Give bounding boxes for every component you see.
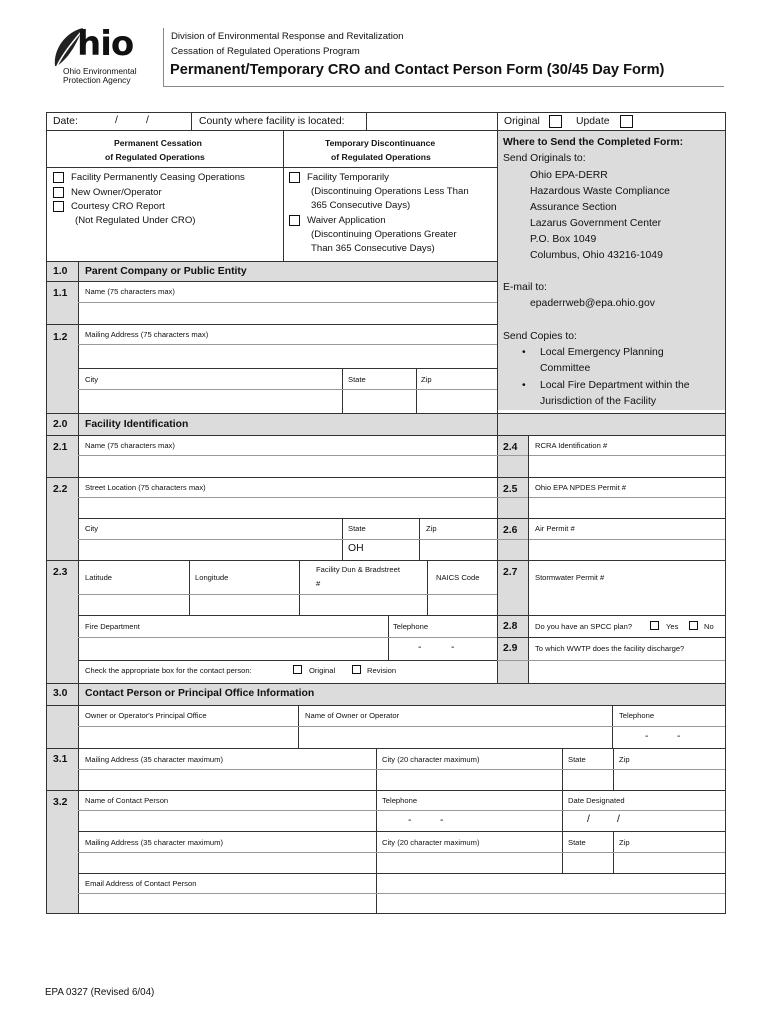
owner-zip-label: Zip xyxy=(619,755,630,764)
copy-recipient-1b: Committee xyxy=(540,363,591,374)
sec2-1-number: 2.1 xyxy=(53,442,68,453)
contact-state-field[interactable] xyxy=(563,853,612,872)
npdes-field[interactable] xyxy=(529,498,724,518)
logo-subtitle-1: Ohio Environmental xyxy=(63,66,137,76)
contact-email-label: Email Address of Contact Person xyxy=(85,879,197,888)
parent-mailing-label: Mailing Address (75 characters max) xyxy=(85,330,209,339)
logo-word: hio xyxy=(77,24,134,64)
temporary-heading-2: of Regulated Operations xyxy=(331,152,431,162)
new-owner-label: New Owner/Operator xyxy=(71,187,162,198)
contact-phone-dash-1: - xyxy=(408,815,412,826)
owner-telephone-label: Telephone xyxy=(619,711,655,720)
sec2-2-number: 2.2 xyxy=(53,484,68,495)
street-location-field[interactable] xyxy=(79,498,496,518)
update-checkbox[interactable] xyxy=(620,115,633,128)
owner-zip-field[interactable] xyxy=(614,770,724,789)
permanent-heading-1: Permanent Cessation xyxy=(114,138,202,148)
owner-office-label: Owner or Operator's Principal Office xyxy=(85,711,207,720)
form-title: Permanent/Temporary CRO and Contact Person Form (30/45 Day Form) xyxy=(170,62,665,78)
contact-revision-checkbox[interactable] xyxy=(352,665,361,674)
spcc-no-label: No xyxy=(704,622,714,631)
email-address: epaderrweb@epa.ohio.gov xyxy=(530,298,655,309)
address-line-1: Ohio EPA-DERR xyxy=(530,170,608,181)
designated-slash-1: / xyxy=(587,814,590,825)
temporarily-sub-2: 365 Consecutive Days) xyxy=(311,200,411,211)
owner-phone-dash-2: - xyxy=(677,731,681,742)
county-label: County where facility is located: xyxy=(199,116,345,127)
temporary-heading-1: Temporary Discontinuance xyxy=(325,138,436,148)
facility-state-label: State xyxy=(348,524,366,533)
owner-state-field[interactable] xyxy=(563,770,612,789)
duns-label-2: # xyxy=(316,579,321,588)
permanent-ceasing-checkbox[interactable] xyxy=(53,172,64,183)
date-slash-1: / xyxy=(115,115,118,126)
facility-temporarily-label: Facility Temporarily xyxy=(307,172,389,183)
sec2-6-number: 2.6 xyxy=(503,525,518,536)
contact-revision-label: Revision xyxy=(367,666,397,675)
owner-office-field[interactable] xyxy=(79,727,297,747)
sec3-1-number: 3.1 xyxy=(53,754,68,765)
naics-label: NAICS Code xyxy=(436,573,480,582)
spcc-yes-label: Yes xyxy=(666,622,679,631)
owner-telephone-field[interactable] xyxy=(613,727,724,747)
parent-name-field[interactable] xyxy=(79,303,496,323)
header-divider xyxy=(163,28,164,86)
courtesy-report-label: Courtesy CRO Report xyxy=(71,201,165,212)
address-line-5: P.O. Box 1049 xyxy=(530,234,597,245)
owner-city-label: City (20 character maximum) xyxy=(382,755,480,764)
air-permit-field[interactable] xyxy=(529,540,724,559)
contact-name-label: Name of Contact Person xyxy=(85,796,169,805)
waiver-sub-2: Than 365 Consecutive Days) xyxy=(311,243,435,254)
contact-telephone-label: Telephone xyxy=(382,796,418,805)
street-location-label: Street Location (75 characters max) xyxy=(85,483,206,492)
permanent-ceasing-label: Facility Permanently Ceasing Operations xyxy=(71,172,245,183)
waiver-sub-1: (Discontinuing Operations Greater xyxy=(311,229,457,240)
fire-department-field[interactable] xyxy=(79,638,387,659)
address-line-2: Hazardous Waste Compliance xyxy=(530,186,670,197)
copy-recipient-1a: Local Emergency Planning xyxy=(540,347,664,358)
parent-state-label: State xyxy=(348,375,366,384)
spcc-yes-checkbox[interactable] xyxy=(650,621,659,630)
rcra-field[interactable] xyxy=(529,456,724,476)
sec2-number: 2.0 xyxy=(53,419,68,430)
contact-original-checkbox[interactable] xyxy=(293,665,302,674)
original-checkbox[interactable] xyxy=(549,115,562,128)
address-line-6: Columbus, Ohio 43216-1049 xyxy=(530,250,663,261)
facility-city-field[interactable] xyxy=(79,540,341,559)
logo-subtitle-2: Protection Agency xyxy=(63,75,131,85)
stormwater-label: Stormwater Permit # xyxy=(535,573,605,582)
address-line-4: Lazarus Government Center xyxy=(530,218,662,229)
sec3-number: 3.0 xyxy=(53,688,68,699)
send-copies-label: Send Copies to: xyxy=(503,331,577,342)
wwtp-field[interactable] xyxy=(529,661,724,682)
owner-city-field[interactable] xyxy=(377,770,561,789)
contact-mailing-label: Mailing Address (35 character maximum) xyxy=(85,838,223,847)
waiver-checkbox[interactable] xyxy=(289,215,300,226)
sec3-2-number: 3.2 xyxy=(53,797,68,808)
contact-zip-field[interactable] xyxy=(614,853,724,872)
date-slash-2: / xyxy=(146,115,149,126)
contact-state-label: State xyxy=(568,838,586,847)
sec2-9-number: 2.9 xyxy=(503,643,518,654)
wwtp-label: To which WWTP does the facility discharge? xyxy=(535,644,685,653)
program-name: Cessation of Regulated Operations Program xyxy=(171,46,360,57)
parent-zip-label: Zip xyxy=(421,375,432,384)
date-designated-field[interactable] xyxy=(563,811,724,831)
facility-name-label: Name (75 characters max) xyxy=(85,441,175,450)
contact-check-label: Check the appropriate box for the contact person: xyxy=(85,666,252,675)
facility-temporarily-checkbox[interactable] xyxy=(289,172,300,183)
division-name: Division of Environmental Response and Revitalization xyxy=(171,31,404,42)
contact-telephone-field[interactable] xyxy=(377,811,561,831)
contact-city-label: City (20 character maximum) xyxy=(382,838,480,847)
air-permit-label: Air Permit # xyxy=(535,524,575,533)
parent-zip-field[interactable] xyxy=(417,390,496,412)
section-number-column xyxy=(47,261,78,913)
permanent-heading-2: of Regulated Operations xyxy=(105,152,205,162)
contact-mailing-field[interactable] xyxy=(79,853,375,872)
waiver-label: Waiver Application xyxy=(307,215,386,226)
bullet-1: • xyxy=(522,347,526,358)
contact-name-field[interactable] xyxy=(79,811,375,831)
sec2-3-number: 2.3 xyxy=(53,567,68,578)
sec2-4-number: 2.4 xyxy=(503,442,518,453)
longitude-field[interactable] xyxy=(190,595,298,614)
contact-zip-label: Zip xyxy=(619,838,630,847)
date-label: Date: xyxy=(53,116,78,127)
temporarily-sub-1: (Discontinuing Operations Less Than xyxy=(311,186,469,197)
sec1-number: 1.0 xyxy=(53,266,68,277)
email-to-label: E-mail to: xyxy=(503,282,547,293)
facility-name-field[interactable] xyxy=(79,456,496,476)
owner-mailing-label: Mailing Address (35 character maximum) xyxy=(85,755,223,764)
parent-name-label: Name (75 characters max) xyxy=(85,287,175,296)
parent-state-field[interactable] xyxy=(343,390,415,412)
facility-city-label: City xyxy=(85,524,99,533)
courtesy-report-checkbox[interactable] xyxy=(53,201,64,212)
facility-state-value[interactable]: OH xyxy=(348,543,364,554)
facility-phone-dash-1: - xyxy=(418,642,422,653)
duns-field[interactable] xyxy=(300,595,426,614)
copy-recipient-2a: Local Fire Department within the xyxy=(540,380,690,391)
original-label: Original xyxy=(504,116,540,127)
sec2-5-number: 2.5 xyxy=(503,484,518,495)
sec2-title: Facility Identification xyxy=(85,419,189,430)
rcra-label: RCRA Identification # xyxy=(535,441,608,450)
facility-telephone-field[interactable] xyxy=(389,638,496,659)
facility-telephone-label: Telephone xyxy=(393,622,429,631)
duns-label-1: Facility Dun & Bradstreet xyxy=(316,565,400,574)
owner-state-label: State xyxy=(568,755,586,764)
ohio-logo xyxy=(47,26,157,88)
sec1-title: Parent Company or Public Entity xyxy=(85,266,247,277)
sec2-7-number: 2.7 xyxy=(503,567,518,578)
facility-zip-field[interactable] xyxy=(420,540,496,559)
form-id: EPA 0327 (Revised 6/04) xyxy=(45,987,155,998)
owner-name-field[interactable] xyxy=(299,727,611,747)
not-regulated-label: (Not Regulated Under CRO) xyxy=(75,215,196,226)
county-field[interactable] xyxy=(367,113,496,130)
owner-phone-dash-1: - xyxy=(645,731,649,742)
copy-recipient-2b: Jurisdiction of the Facility xyxy=(540,396,657,407)
designated-slash-2: / xyxy=(617,814,620,825)
date-field[interactable] xyxy=(82,113,190,130)
facility-zip-label: Zip xyxy=(426,524,437,533)
naics-field[interactable] xyxy=(428,595,496,614)
longitude-label: Longitude xyxy=(195,573,229,582)
sec3-title: Contact Person or Principal Office Information xyxy=(85,688,315,699)
update-label: Update xyxy=(576,116,610,127)
contact-original-label: Original xyxy=(309,666,336,675)
date-designated-label: Date Designated xyxy=(568,796,625,805)
sec1-2-number: 1.2 xyxy=(53,332,68,343)
latitude-field[interactable] xyxy=(79,595,188,614)
spcc-no-checkbox[interactable] xyxy=(689,621,698,630)
send-originals-label: Send Originals to: xyxy=(503,153,586,164)
facility-phone-dash-2: - xyxy=(451,642,455,653)
new-owner-checkbox[interactable] xyxy=(53,187,64,198)
contact-email-field[interactable] xyxy=(79,894,724,913)
header-underline xyxy=(163,86,724,87)
parent-city-label: City xyxy=(85,375,99,384)
address-line-3: Assurance Section xyxy=(530,202,617,213)
latitude-label: Latitude xyxy=(85,573,113,582)
sidebar-heading: Where to Send the Completed Form: xyxy=(503,137,684,148)
npdes-label: Ohio EPA NPDES Permit # xyxy=(535,483,627,492)
sec2-8-number: 2.8 xyxy=(503,621,518,632)
parent-city-field[interactable] xyxy=(79,390,341,412)
spcc-label: Do you have an SPCC plan? xyxy=(535,622,633,631)
contact-phone-dash-2: - xyxy=(440,815,444,826)
stormwater-field[interactable] xyxy=(529,585,724,614)
owner-name-label: Name of Owner or Operator xyxy=(305,711,400,720)
bullet-2: • xyxy=(522,380,526,391)
fire-department-label: Fire Department xyxy=(85,622,140,631)
owner-mailing-field[interactable] xyxy=(79,770,375,789)
parent-mailing-field[interactable] xyxy=(79,345,496,367)
contact-city-field[interactable] xyxy=(377,853,561,872)
sec1-1-number: 1.1 xyxy=(53,288,68,299)
